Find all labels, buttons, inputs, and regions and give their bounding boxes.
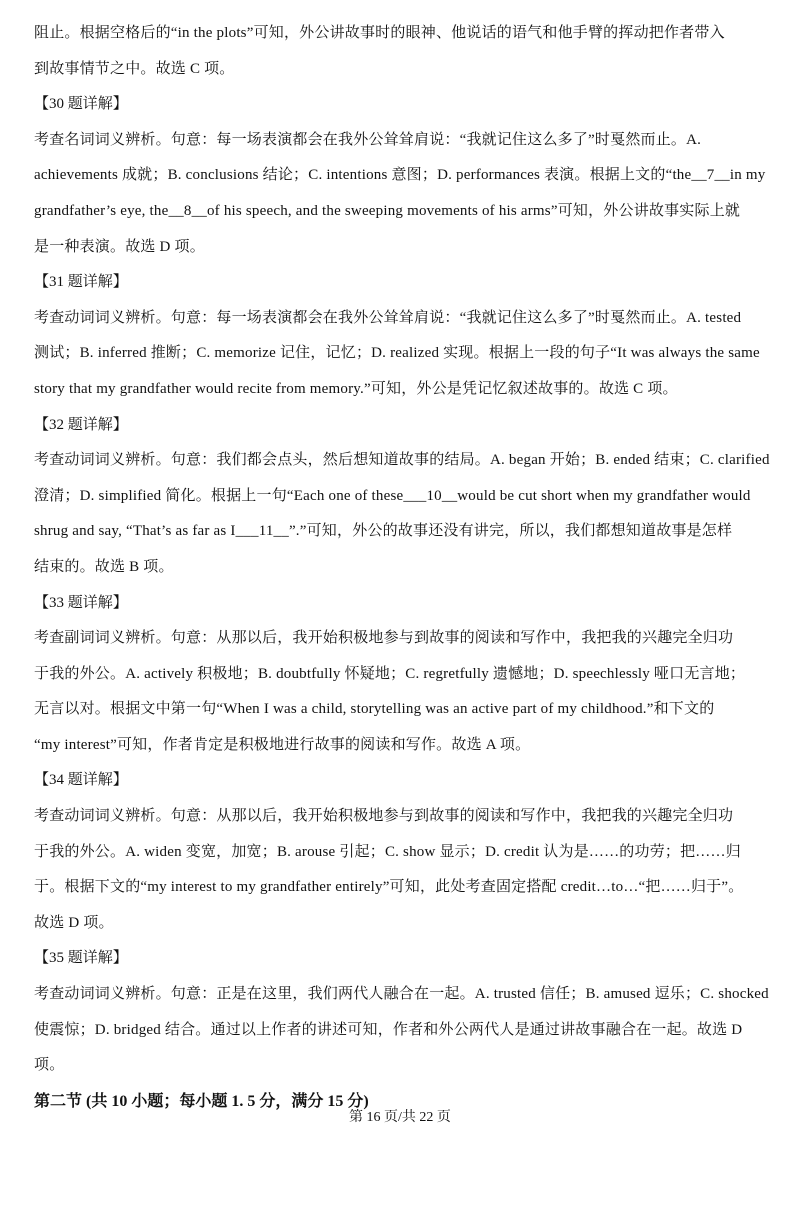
- text-line: shrug and say, “That’s as far as I___11__”.”可知，外公的故事还没有讲完，所以，我们都想知道故事是怎样: [34, 523, 733, 540]
- text-line: grandfather’s eye, the__8__of his speech, and the sweeping movements of his arms”可知，外公讲故事实际上就: [34, 202, 741, 219]
- text-line: 是一种表演。故选 D 项。: [34, 238, 205, 255]
- text-line: story that my grandfather would recite from memory.”可知，外公是凭记忆叙述故事的。故选 C 项。: [34, 380, 678, 397]
- section-heading-33: 【33 题详解】: [34, 594, 128, 611]
- text-line: 到故事情节之中。故选 C 项。: [34, 60, 235, 77]
- text-line: “my interest”可知，作者肯定是积极地进行故事的阅读和写作。故选 A 项。: [34, 736, 531, 753]
- section-title: 第二节 (共 10 小题；每小题 1. 5 分，满分 15 分): [34, 1092, 369, 1110]
- text-line: achievements 成就；B. conclusions 结论；C. intentions 意图；D. performances 表演。根据上文的“the__7__in my: [34, 167, 766, 184]
- page-footer: 第 16 页/共 22 页: [349, 1110, 451, 1125]
- text-line: 阻止。根据空格后的“in the plots”可知，外公讲故事时的眼神、他说话的语气和他手臂的挥动把作者带入: [34, 25, 725, 41]
- section-heading-35: 【35 题详解】: [34, 950, 128, 967]
- text-line: 于我的外公。A. actively 积极地；B. doubtfully 怀疑地；C. regretfully 遗憾地；D. speechlessly 哑口无言地；: [34, 665, 746, 682]
- text-line: 于我的外公。A. widen 变宽，加宽；B. arouse 引起；C. show 显示；D. credit 认为是……的功劳；把……归: [34, 843, 741, 860]
- section-heading-31: 【31 题详解】: [34, 274, 128, 291]
- section-heading-32: 【32 题详解】: [34, 416, 128, 433]
- text-line: 考查动词词义辨析。句意：每一场表演都会在我外公耸耸肩说：“我就记住这么多了”时戛然而止。A. tested: [34, 309, 742, 326]
- text-line: 于。根据下文的“my interest to my grandfather entirely”可知，此处考查固定搭配 credit…to…“把……归于”。: [34, 879, 744, 896]
- document-page: [34, 16, 774, 1118]
- text-line: 使震惊；D. bridged 结合。通过以上作者的讲述可知，作者和外公两代人是通过讲故事融合在一起。故选 D: [34, 1021, 743, 1038]
- section-heading-30: 【30 题详解】: [34, 96, 128, 113]
- text-line: 考查动词词义辨析。句意：我们都会点头，然后想知道故事的结局。A. began 开始；B. ended 结束；C. clarified: [34, 452, 770, 469]
- text-line: 项。: [34, 1057, 65, 1074]
- text-line: 考查副词词义辨析。句意：从那以后，我开始积极地参与到故事的阅读和写作中，我把我的兴趣完全归功: [34, 630, 734, 647]
- section-heading-34: 【34 题详解】: [34, 772, 128, 789]
- text-line: 考查动词词义辨析。句意：正是在这里，我们两代人融合在一起。A. trusted 信任；B. amused 逗乐；C. shocked: [34, 986, 769, 1003]
- text-line: 故选 D 项。: [34, 914, 114, 931]
- text-line: 结束的。故选 B 项。: [34, 558, 174, 575]
- text-line: 澄清；D. simplified 简化。根据上一句“Each one of these___10__would be cut short when my grandfather would: [34, 487, 751, 504]
- text-line: 考查名词词义辨析。句意：每一场表演都会在我外公耸耸肩说：“我就记住这么多了”时戛然而止。A.: [34, 131, 702, 148]
- text-line: 测试；B. inferred 推断；C. memorize 记住，记忆；D. realized 实现。根据上一段的句子“It was always the same: [34, 345, 760, 362]
- text-line: 考查动词词义辨析。句意：从那以后，我开始积极地参与到故事的阅读和写作中，我把我的兴趣完全归功: [34, 808, 734, 825]
- text-line: 无言以对。根据文中第一句“When I was a child, storytelling was an active part of my childhood.”和下文的: [34, 701, 715, 718]
